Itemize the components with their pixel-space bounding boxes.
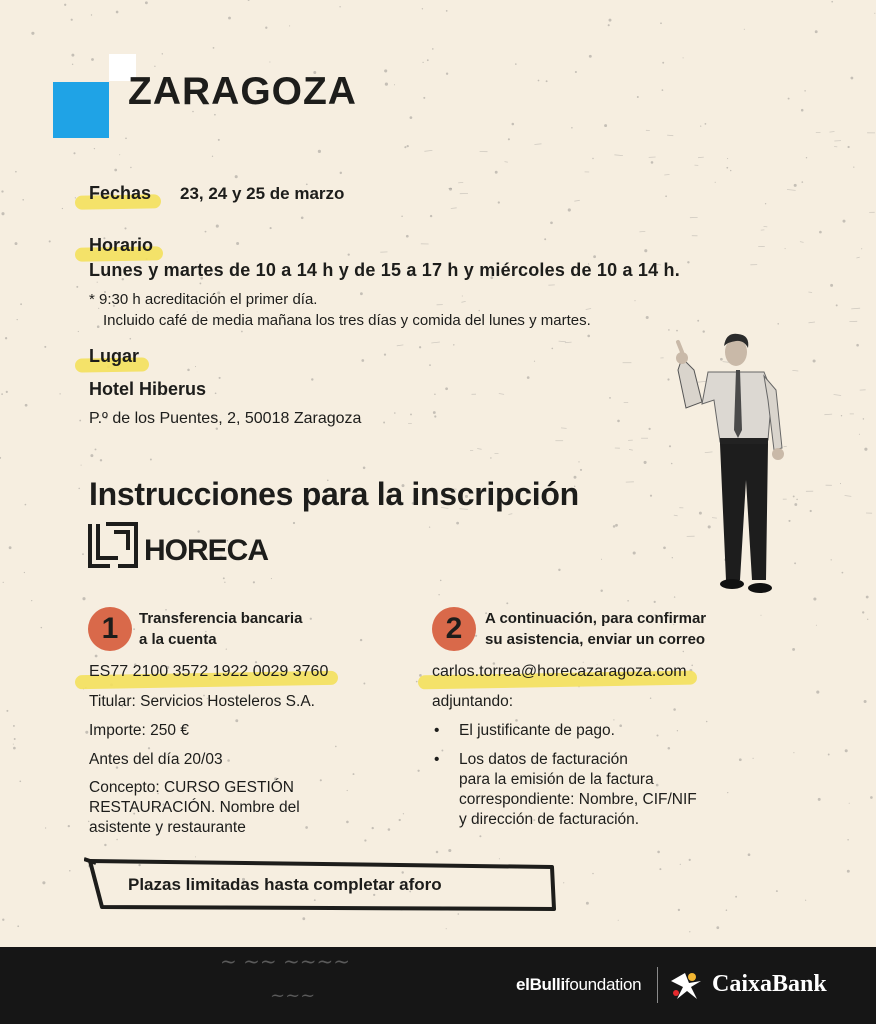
- lugar-address: P.º de los Puentes, 2, 50018 Zaragoza: [89, 410, 362, 427]
- horario-label: Horario: [89, 235, 154, 255]
- horeca-logo-icon: [88, 520, 278, 570]
- footer-divider: [657, 967, 658, 1003]
- titular: Titular: Servicios Hosteleros S.A.: [89, 693, 315, 710]
- step-1-title-line-1: Transferencia bancaria: [139, 610, 303, 627]
- step-1-badge: 1: [88, 607, 132, 651]
- contact-email[interactable]: carlos.torrea@horecazaragoza.com: [432, 663, 687, 680]
- horario-main: Lunes y martes de 10 a 14 h y de 15 a 17 h y miércoles de 10 a 14 h.: [89, 260, 680, 280]
- antes-del-dia: Antes del día 20/03: [89, 751, 223, 768]
- lugar-name: Hotel Hiberus: [89, 379, 207, 399]
- iban: ES77 2100 3572 1922 0029 3760: [89, 663, 329, 680]
- city-title: ZARAGOZA: [128, 70, 357, 113]
- horario-note-1: * 9:30 h acreditación el primer día.: [89, 291, 318, 308]
- fechas-label: Fechas: [89, 183, 152, 203]
- concepto: [89, 778, 359, 838]
- list-item: • Los datos de facturación para la emisión de la factura correspondiente: Nombre, CIF/NIF y dirección de facturación.: [432, 750, 762, 830]
- plazas-text: Plazas limitadas hasta completar aforo: [128, 875, 442, 894]
- importe: Importe: 250 €: [89, 722, 189, 739]
- step-1-title-line-2: a la cuenta: [139, 631, 217, 648]
- step-1-title: [139, 608, 369, 650]
- chalk-scribble: ~ ~~ ~~~~: [220, 949, 351, 973]
- footer-bar: [0, 947, 876, 1024]
- elbulli-foundation-logo: elBullifoundation: [516, 975, 642, 994]
- step-2-title-line-1: A continuación, para confirmar: [485, 610, 707, 627]
- list-item: • El justificante de pago.: [432, 721, 762, 741]
- step-2-title: [485, 608, 765, 650]
- chalk-scribble: ~~~: [270, 985, 316, 1006]
- concepto-line-3: asistente y restaurante: [89, 819, 246, 836]
- man-pointing-illustration: [668, 330, 796, 602]
- blue-square-logo: [53, 82, 109, 138]
- adjuntando: adjuntando:: [432, 693, 514, 710]
- horeca-logo-text: HORECA: [144, 534, 269, 567]
- caixabank-logo: CaixaBank: [712, 971, 827, 997]
- concepto-line-1: Concepto: CURSO GESTIÓN: [89, 779, 295, 796]
- step-2-badge: 2: [432, 607, 476, 651]
- fechas-value: 23, 24 y 25 de marzo: [180, 184, 345, 203]
- attachment-list: [432, 721, 762, 839]
- step-2-title-line-2: su asistencia, enviar un correo: [485, 631, 706, 648]
- concepto-line-2: RESTAURACIÓN. Nombre del: [89, 799, 300, 816]
- inscripcion-title: Instrucciones para la inscripción: [89, 476, 579, 512]
- horario-note-2: Incluido café de media mañana los tres días y comida del lunes y martes.: [103, 312, 591, 329]
- caixabank-star-icon: [667, 969, 705, 1003]
- lugar-label: Lugar: [89, 346, 140, 366]
